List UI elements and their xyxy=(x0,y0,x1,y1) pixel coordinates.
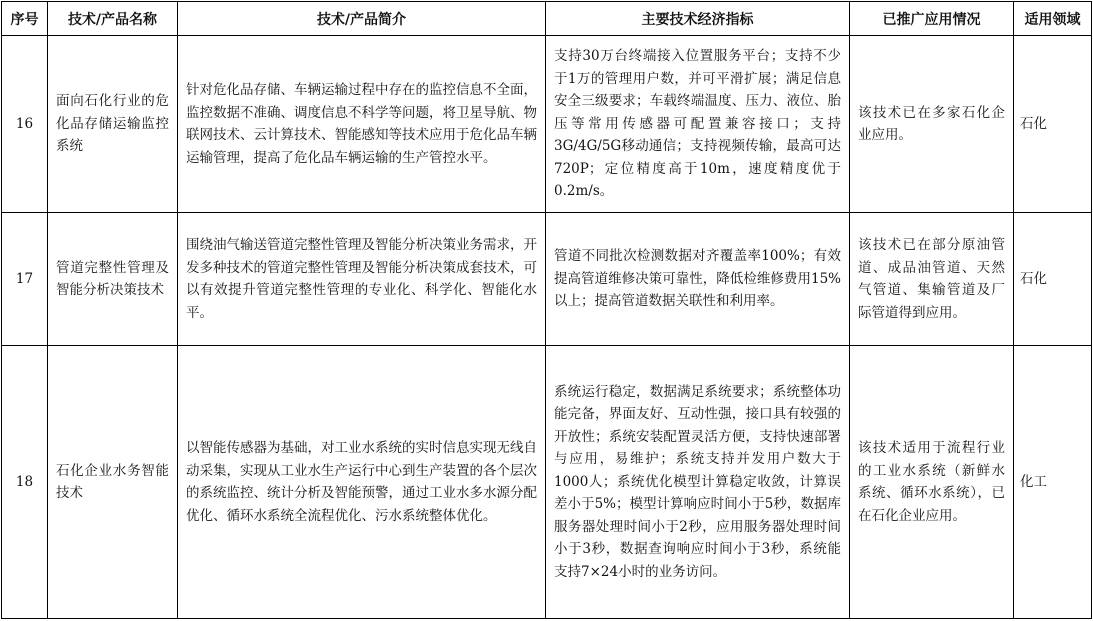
tech-description-cell: 以智能传感器为基础，对工业水系统的实时信息实现无线自动采集，实现从工业水生产运行中心到生产装置的各个层次的系统监控、统计分析及智能预警，通过工业水多水源分配优化、循环水系统全流程优化、污水系统整体优化。 xyxy=(178,346,546,619)
tech-name-cell: 管道完整性管理及智能分析决策技术 xyxy=(48,213,178,346)
table-row xyxy=(2,213,1092,346)
application-status-cell: 该技术已在多家石化企业应用。 xyxy=(850,36,1014,213)
key-indicators-cell: 管道不同批次检测数据对齐覆盖率100%；有效提高管道维修决策可靠性，降低检维修费用15%以上；提高管道数据关联性和利用率。 xyxy=(546,213,850,346)
key-indicators-cell: 系统运行稳定，数据满足系统要求；系统整体功能完备，界面友好、互动性强，接口具有较强的开放性；系统安装配置灵活方便，支持快速部署与应用，易维护；系统支持并发用户数大于1000人；系统优化模型计算稳定收敛，计算误差小于5%；模型计算响应时间小于5秒，数据库服务器处理时间小于2秒，应用服务器处理时间小于3秒，数据查询响应时间小于3秒，系统能支持7×24小时的业务访问。 xyxy=(546,346,850,619)
header-key-indicators: 主要技术经济指标 xyxy=(546,2,850,36)
tech-description-cell: 围绕油气输送管道完整性管理及智能分析决策业务需求，开发多种技术的管道完整性管理及智能分析决策成套技术，可以有效提升管道完整性管理的专业化、科学化、智能化水平。 xyxy=(178,213,546,346)
header-tech-description: 技术/产品简介 xyxy=(178,2,546,36)
table-row xyxy=(2,36,1092,213)
serial-number-cell: 16 xyxy=(2,36,48,213)
key-indicators-cell: 支持30万台终端接入位置服务平台；支持不少于1万的管理用户数，并可平滑扩展；满足信息安全三级要求；车载终端温度、压力、液位、胎压等常用传感器可配置兼容接口；支持3G/4G/5G移动通信；支持视频传输，最高可达720P；定位精度高于10m，速度精度优于0.2m/s。 xyxy=(546,36,850,213)
application-status-cell: 该技术已在部分原油管道、成品油管道、天然气管道、集输管道及厂际管道得到应用。 xyxy=(850,213,1014,346)
header-applicable-field: 适用领域 xyxy=(1014,2,1092,36)
header-application-status: 已推广应用情况 xyxy=(850,2,1014,36)
serial-number-cell: 17 xyxy=(2,213,48,346)
table-row xyxy=(2,346,1092,619)
header-tech-name: 技术/产品名称 xyxy=(48,2,178,36)
serial-number-cell: 18 xyxy=(2,346,48,619)
applicable-field-cell: 石化 xyxy=(1014,213,1092,346)
tech-description-cell: 针对危化品存储、车辆运输过程中存在的监控信息不全面，监控数据不准确、调度信息不科学等问题，将卫星导航、物联网技术、云计算技术、智能感知等技术应用于危化品车辆运输管理，提高了危化品车辆运输的生产管控水平。 xyxy=(178,36,546,213)
tech-name-cell: 面向石化行业的危化品存储运输监控系统 xyxy=(48,36,178,213)
applicable-field-cell: 化工 xyxy=(1014,346,1092,619)
applicable-field-cell: 石化 xyxy=(1014,36,1092,213)
technology-table xyxy=(1,1,1092,619)
header-serial-number: 序号 xyxy=(2,2,48,36)
tech-name-cell: 石化企业水务智能技术 xyxy=(48,346,178,619)
header-row xyxy=(2,2,1092,36)
application-status-cell: 该技术适用于流程行业的工业水系统（新鲜水系统、循环水系统），已在石化企业应用。 xyxy=(850,346,1014,619)
